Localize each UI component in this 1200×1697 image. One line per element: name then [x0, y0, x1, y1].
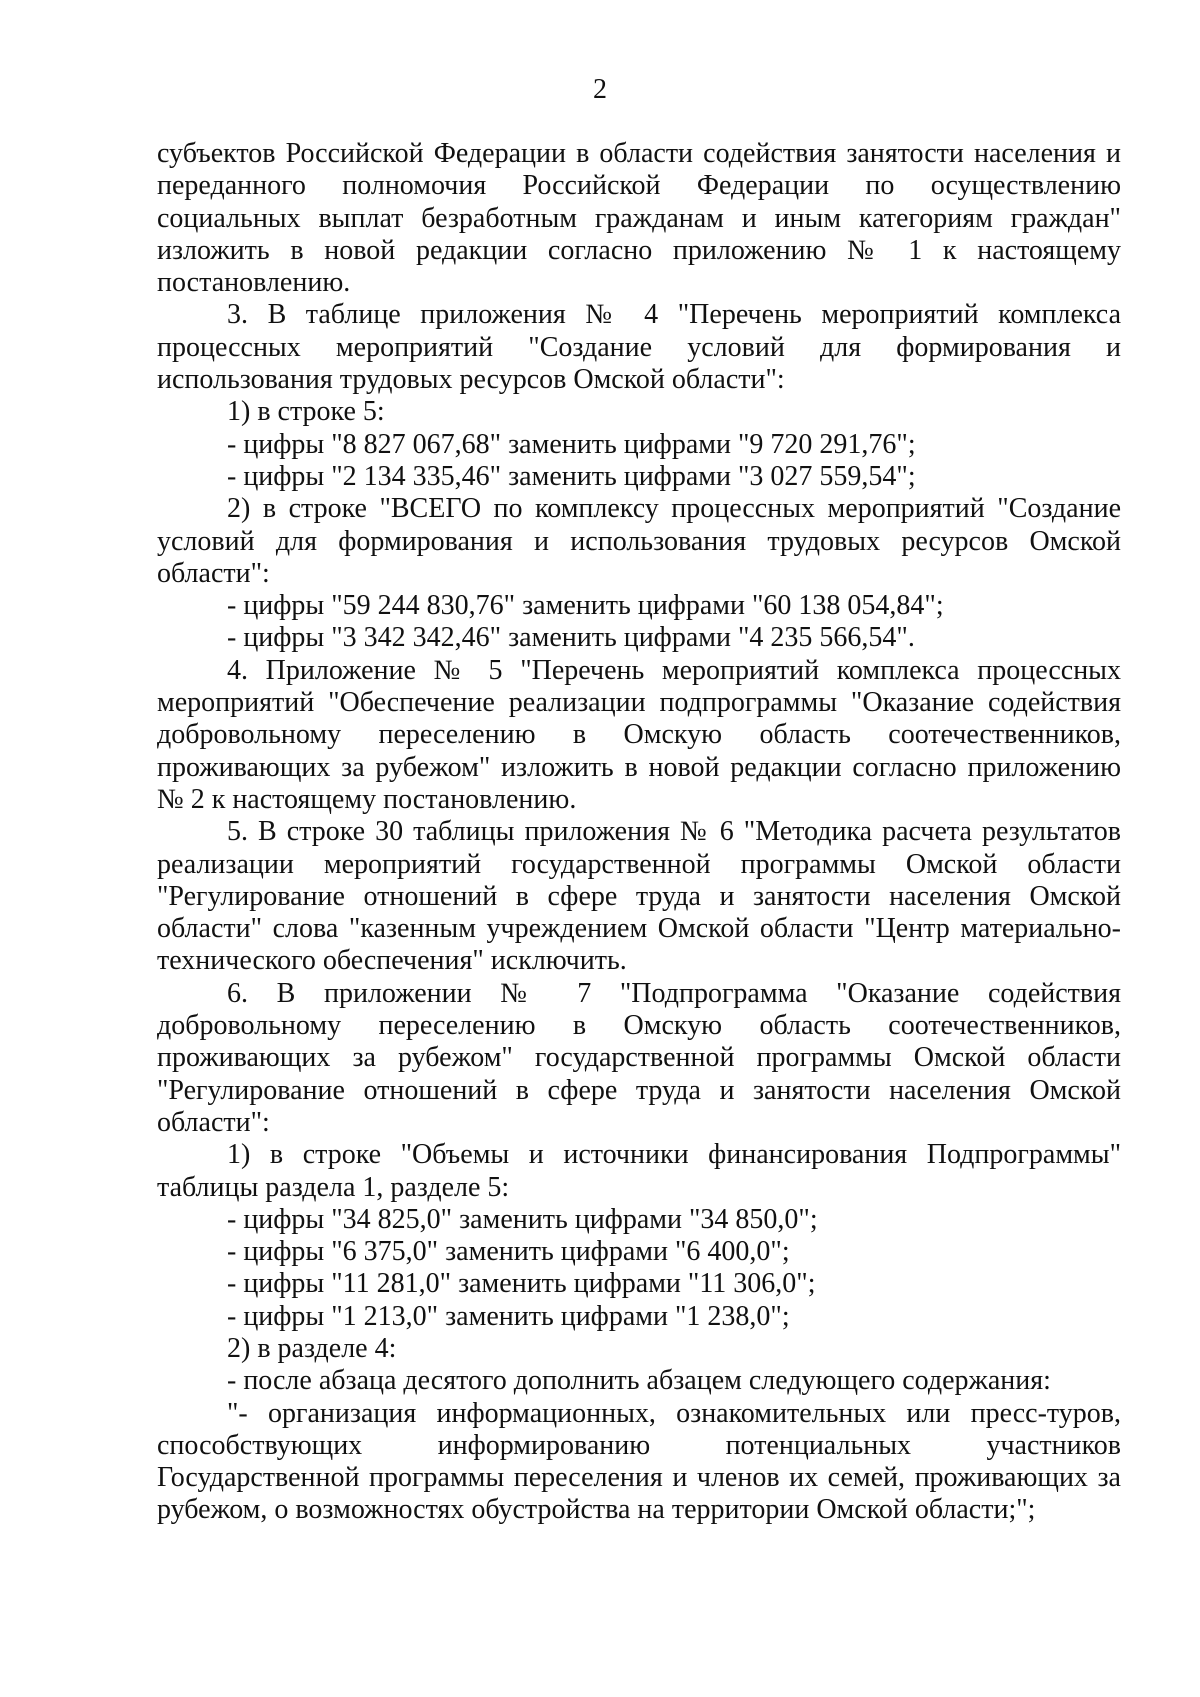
- subitem-row-total: 2) в строке "ВСЕГО по комплексу процессных мероприятий "Создание условий для формирования и использования трудовых ресурсов Омской области":: [157, 493, 1121, 589]
- figure-replacement: - цифры "8 827 067,68" заменить цифрами "9 720 291,76";: [227, 428, 916, 460]
- figure-replacement: - цифры "1 213,0" заменить цифрами "1 238,0";: [227, 1300, 790, 1332]
- figure-replacement: - цифры "34 825,0" заменить цифрами "34 850,0";: [227, 1203, 818, 1235]
- figure-replacement: - цифры "2 134 335,46" заменить цифрами "3 027 559,54";: [227, 460, 916, 492]
- subitem-section-4: 2) в разделе 4:: [227, 1332, 397, 1364]
- page-number: 2: [593, 74, 607, 105]
- paragraph-item-4: 4. Приложение № 5 "Перечень мероприятий комплекса процессных мероприятий "Обеспечение реализации подпрограммы "Оказание содействия добровольному переселению в Омскую область соотечественников, проживающих за рубежом" изложить в новой редакции согласно приложению № 2 к настоящему постановлению.: [157, 654, 1121, 815]
- paragraph-item-5: 5. В строке 30 таблицы приложения № 6 "Методика расчета результатов реализации мероприятий государственной программы Омской области "Регулирование отношений в сфере труда и занятости населения Омской области" слова "казенным учреждением Омской области "Центр материально-технического обеспечения" исключить.: [157, 816, 1121, 977]
- paragraph-item-6: 6. В приложении № 7 "Подпрограмма "Оказание содействия добровольному переселению в Омскую область соотечественников, проживающих за рубежом" государственной программы Омской области "Регулирование отношений в сфере труда и занятости населения Омской области":: [157, 977, 1121, 1138]
- subitem-financing-row: 1) в строке "Объемы и источники финансирования Подпрограммы" таблицы раздела 1, разделе 5:: [157, 1139, 1121, 1203]
- figure-replacement: - цифры "11 281,0" заменить цифрами "11 306,0";: [227, 1268, 816, 1300]
- addition-instruction: - после абзаца десятого дополнить абзацем следующего содержания:: [227, 1365, 1051, 1397]
- paragraph-item-3: 3. В таблице приложения № 4 "Перечень мероприятий комплекса процессных мероприятий "Создание условий для формирования и использования трудовых ресурсов Омской области":: [157, 299, 1121, 396]
- figure-replacement: - цифры "6 375,0" заменить цифрами "6 400,0";: [227, 1236, 790, 1268]
- quoted-new-paragraph: "- организация информационных, ознакомительных или пресс-туров, способствующих информированию потенциальных участников Государственной программы переселения и членов их семей, проживающих за рубежом, о возможностях обустройства на территории Омской области;";: [157, 1397, 1121, 1526]
- subitem-row-5: 1) в строке 5:: [227, 396, 385, 428]
- paragraph-continuation: субъектов Российской Федерации в области содействия занятости населения и переданного полномочия Российской Федерации по осуществлению социальных выплат безработным гражданам и иным категориям граждан" изложить в новой редакции согласно приложению № 1 к настоящему постановлению.: [157, 138, 1121, 299]
- document-body: [157, 138, 1121, 1527]
- figure-replacement: - цифры "59 244 830,76" заменить цифрами "60 138 054,84";: [227, 590, 944, 622]
- figure-replacement: - цифры "3 342 342,46" заменить цифрами "4 235 566,54".: [227, 622, 915, 654]
